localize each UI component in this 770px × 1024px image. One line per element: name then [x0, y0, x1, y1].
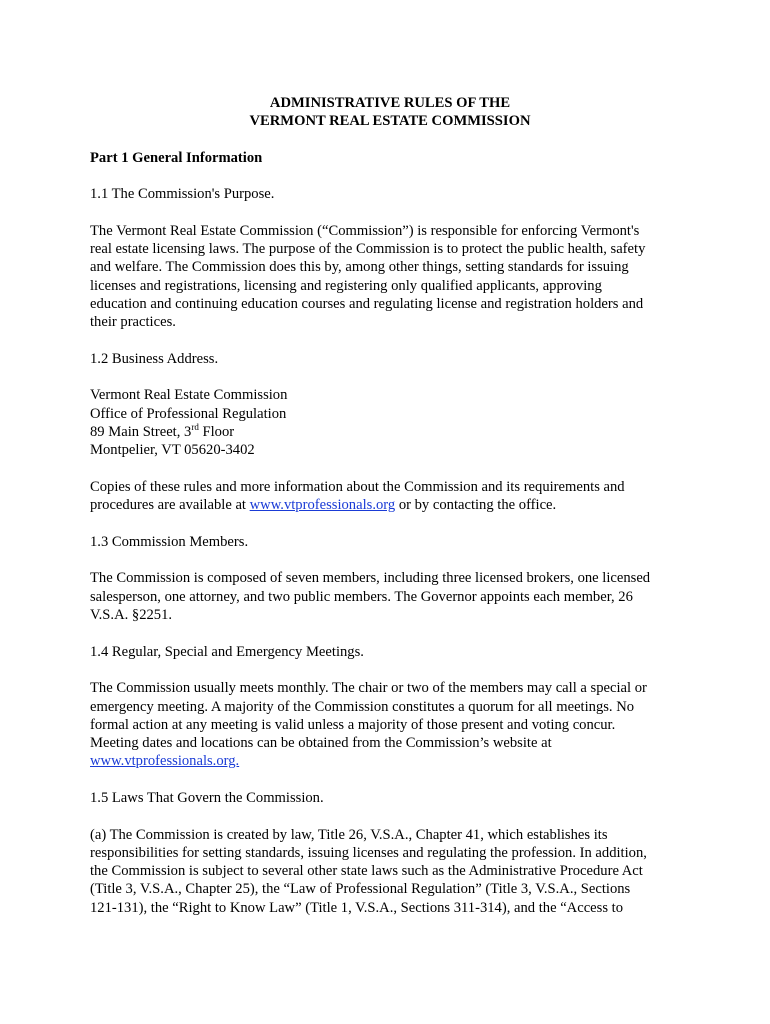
address-line: Vermont Real Estate Commission: [90, 387, 288, 404]
paragraph-line: (Title 3, V.S.A., Chapter 25), the “Law of Professional Regulation” (Title 3, V.S.A., Sections: [90, 881, 631, 898]
section-heading-1-2: 1.2 Business Address.: [90, 350, 219, 367]
paragraph-line: [90, 496, 690, 514]
paragraph-line: education and continuing education courses and regulating license and registration holders and: [90, 295, 644, 312]
address-block: [90, 386, 690, 459]
copies-text: procedures are available at: [90, 497, 250, 514]
ordinal-suffix: rd: [191, 422, 199, 433]
address-line: Montpelier, VT 05620-3402: [90, 442, 255, 459]
paragraph-line: The Commission is composed of seven members, including three licensed brokers, one licensed: [90, 570, 651, 587]
paragraph-line: Meeting dates and locations can be obtained from the Commission’s website at: [90, 735, 552, 752]
part-heading: Part 1 General Information: [90, 149, 263, 166]
document-title: [90, 94, 690, 131]
paragraph-line: real estate licensing laws. The purpose of the Commission is to protect the public health, safety: [90, 241, 646, 258]
section-heading-1-4: 1.4 Regular, Special and Emergency Meetings.: [90, 643, 364, 660]
vtprofessionals-link-2[interactable]: www.vtprofessionals.org.: [90, 753, 240, 770]
purpose-paragraph: [90, 222, 690, 332]
title-line-1: ADMINISTRATIVE RULES OF THE: [269, 95, 511, 111]
paragraph-line: 121-131), the “Right to Know Law” (Title 1, V.S.A., Sections 311-314), and the “Access to: [90, 899, 624, 916]
paragraph-line: V.S.A. §2251.: [90, 607, 173, 624]
members-paragraph: [90, 569, 690, 624]
meetings-paragraph: [90, 679, 690, 770]
section-heading-1-3: 1.3 Commission Members.: [90, 533, 249, 550]
copies-text-end: or by contacting the office.: [395, 497, 557, 514]
section-heading-1-1: 1.1 The Commission's Purpose.: [90, 186, 275, 203]
paragraph-line: and welfare. The Commission does this by, among other things, setting standards for issuing: [90, 259, 629, 276]
paragraph-line: salesperson, one attorney, and two public members. The Governor appoints each member, 26: [90, 588, 633, 605]
section-heading-1-5: 1.5 Laws That Govern the Commission.: [90, 789, 324, 806]
paragraph-line: The Vermont Real Estate Commission (“Commission”) is responsible for enforcing Vermont's: [90, 222, 640, 239]
paragraph-line: (a) The Commission is created by law, Title 26, V.S.A., Chapter 41, which establishes its: [90, 826, 608, 843]
paragraph-line: Copies of these rules and more information about the Commission and its requirements and: [90, 478, 625, 495]
copies-paragraph: [90, 478, 690, 515]
paragraph-line: [90, 752, 690, 770]
paragraph-line: formal action at any meeting is valid unless a majority of those present and voting concur.: [90, 716, 616, 733]
paragraph-line: their practices.: [90, 314, 176, 331]
paragraph-line: The Commission usually meets monthly. The chair or two of the members may call a special or: [90, 680, 647, 697]
paragraph-line: licenses and registrations, licensing and registering only qualified applicants, approving: [90, 277, 602, 294]
floor-text: Floor: [198, 424, 235, 441]
address-line: [90, 423, 690, 441]
laws-paragraph: [90, 826, 690, 917]
address-line: Office of Professional Regulation: [90, 405, 287, 422]
paragraph-line: the Commission is subject to several other state laws such as the Administrative Procedure Act: [90, 863, 643, 880]
vtprofessionals-link[interactable]: www.vtprofessionals.org: [249, 497, 396, 514]
title-line-2: VERMONT REAL ESTATE COMMISSION: [249, 113, 531, 130]
paragraph-line: responsibilities for setting standards, issuing licenses and regulating the profession. In addition,: [90, 844, 647, 861]
document-body: [90, 94, 690, 917]
street-text: 89 Main Street, 3: [90, 424, 192, 441]
paragraph-line: emergency meeting. A majority of the Commission constitutes a quorum for all meetings. No: [90, 698, 635, 715]
